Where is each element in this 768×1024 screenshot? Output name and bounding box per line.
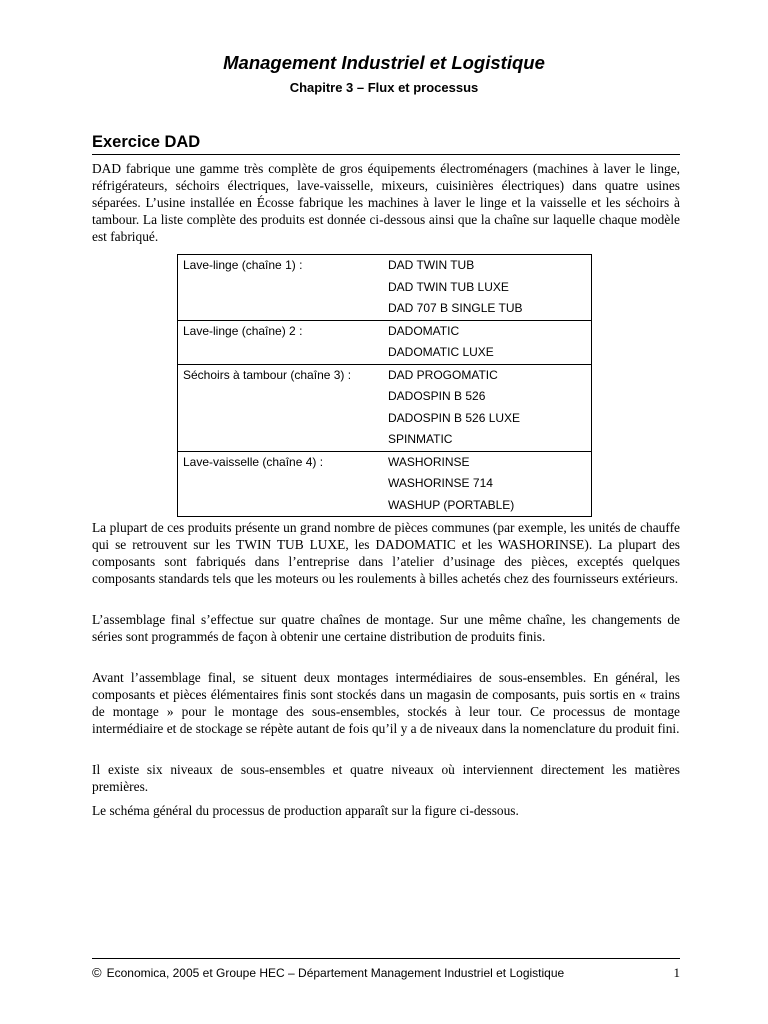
model-name: DADOSPIN B 526 — [388, 389, 486, 403]
model-name: DAD TWIN TUB LUXE — [388, 279, 509, 294]
document-title: Management Industriel et Logistique — [223, 52, 545, 73]
model-name: DADOSPIN B 526 LUXE — [388, 410, 521, 425]
category-label: Lave-vaisselle (chaîne 4) : — [183, 454, 324, 469]
footer-divider — [92, 958, 680, 959]
models-cell — [388, 255, 592, 321]
heading-divider — [92, 154, 680, 155]
paragraph-final-assembly: L’assemblage final s’effectue sur quatre chaînes de montage. Sur une même chaîne, les changements de séries sont programmés de façon à obtenir une certaine distribution de produits finis. — [92, 612, 680, 644]
table-row — [178, 451, 592, 517]
category-cell — [178, 255, 389, 321]
models-cell — [388, 451, 592, 517]
page-number: 1 — [673, 965, 680, 980]
paragraph-intro: DAD fabrique une gamme très complète de gros équipements électroménagers (machines à laver le linge, réfrigérateurs, séchoirs électriques, lave-vaisselle, mixeurs, cuisinières électriques) dans quatre usines séparées. L’usine installée en Écosse fabrique les machines à laver le linge et la vaisselle et les séchoirs à tambour. La liste complète des produits est donnée ci-dessous ainsi que la chaîne sur laquelle chaque modèle est fabriqué. — [92, 161, 680, 244]
model-name: DADOMATIC LUXE — [388, 345, 494, 359]
model-name: DAD PROGOMATIC — [388, 367, 498, 382]
table-row — [178, 255, 592, 321]
models-cell — [388, 320, 592, 364]
model-name: WASHORINSE 714 — [388, 476, 493, 490]
category-label: Lave-linge (chaîne 1) : — [183, 258, 303, 272]
chapter-subtitle: Chapitre 3 – Flux et processus — [289, 80, 479, 95]
table-row — [178, 320, 592, 364]
model-name: WASHUP (PORTABLE) — [388, 497, 515, 512]
paragraph-common-parts: La plupart de ces produits présente un grand nombre de pièces communes (par exemple, les unités de chauffe qui se retrouvent sur les TWIN TUB LUXE, les DADOMATIC et les WASHORINSE). La plupart des composants sont fabriqués dans l’entreprise dans l’atelier d’usinage des pièces, exceptés quelques composants standards tels que les moteurs ou les roulements à billes achetés chez des fournisseurs extérieurs. — [92, 520, 680, 586]
section-heading: Exercice DAD — [92, 133, 201, 151]
category-cell — [178, 320, 389, 364]
paragraph-figure-intro: Le schéma général du processus de production apparaît sur la figure ci-dessous. — [92, 803, 519, 818]
category-label: Séchoirs à tambour (chaîne 3) : — [183, 367, 352, 382]
footer-credit — [92, 965, 564, 981]
paragraph-levels: Il existe six niveaux de sous-ensembles et quatre niveaux où interviennent directement les matières premières. — [92, 762, 680, 794]
copyright-icon: © — [92, 965, 102, 980]
model-name: WASHORINSE — [388, 454, 470, 469]
models-cell — [388, 364, 592, 451]
footer-text: Economica, 2005 et Groupe HEC – Département Management Industriel et Logistique — [106, 966, 565, 980]
paragraph-intermediate-assembly: Avant l’assemblage final, se situent deux montages intermédiaires de sous-ensembles. En général, les composants et pièces élémentaires finis sont stockés dans un magasin de composants, puis sortis en « trains de montage » pour le montage des sous-ensembles, stockés à leur tour. Ce processus de montage intermédiaire et de stockage se répète autant de fois qu’il y a de niveaux dans la nomenclature du produit fini. — [92, 670, 680, 736]
products-table — [177, 254, 592, 517]
model-name: SPINMATIC — [388, 432, 453, 446]
category-cell — [178, 451, 389, 517]
category-label: Lave-linge (chaîne) 2 : — [183, 323, 303, 338]
model-name: DAD 707 B SINGLE TUB — [388, 301, 523, 315]
model-name: DADOMATIC — [388, 323, 460, 338]
model-name: DAD TWIN TUB — [388, 258, 475, 272]
category-cell — [178, 364, 389, 451]
table-row — [178, 364, 592, 451]
